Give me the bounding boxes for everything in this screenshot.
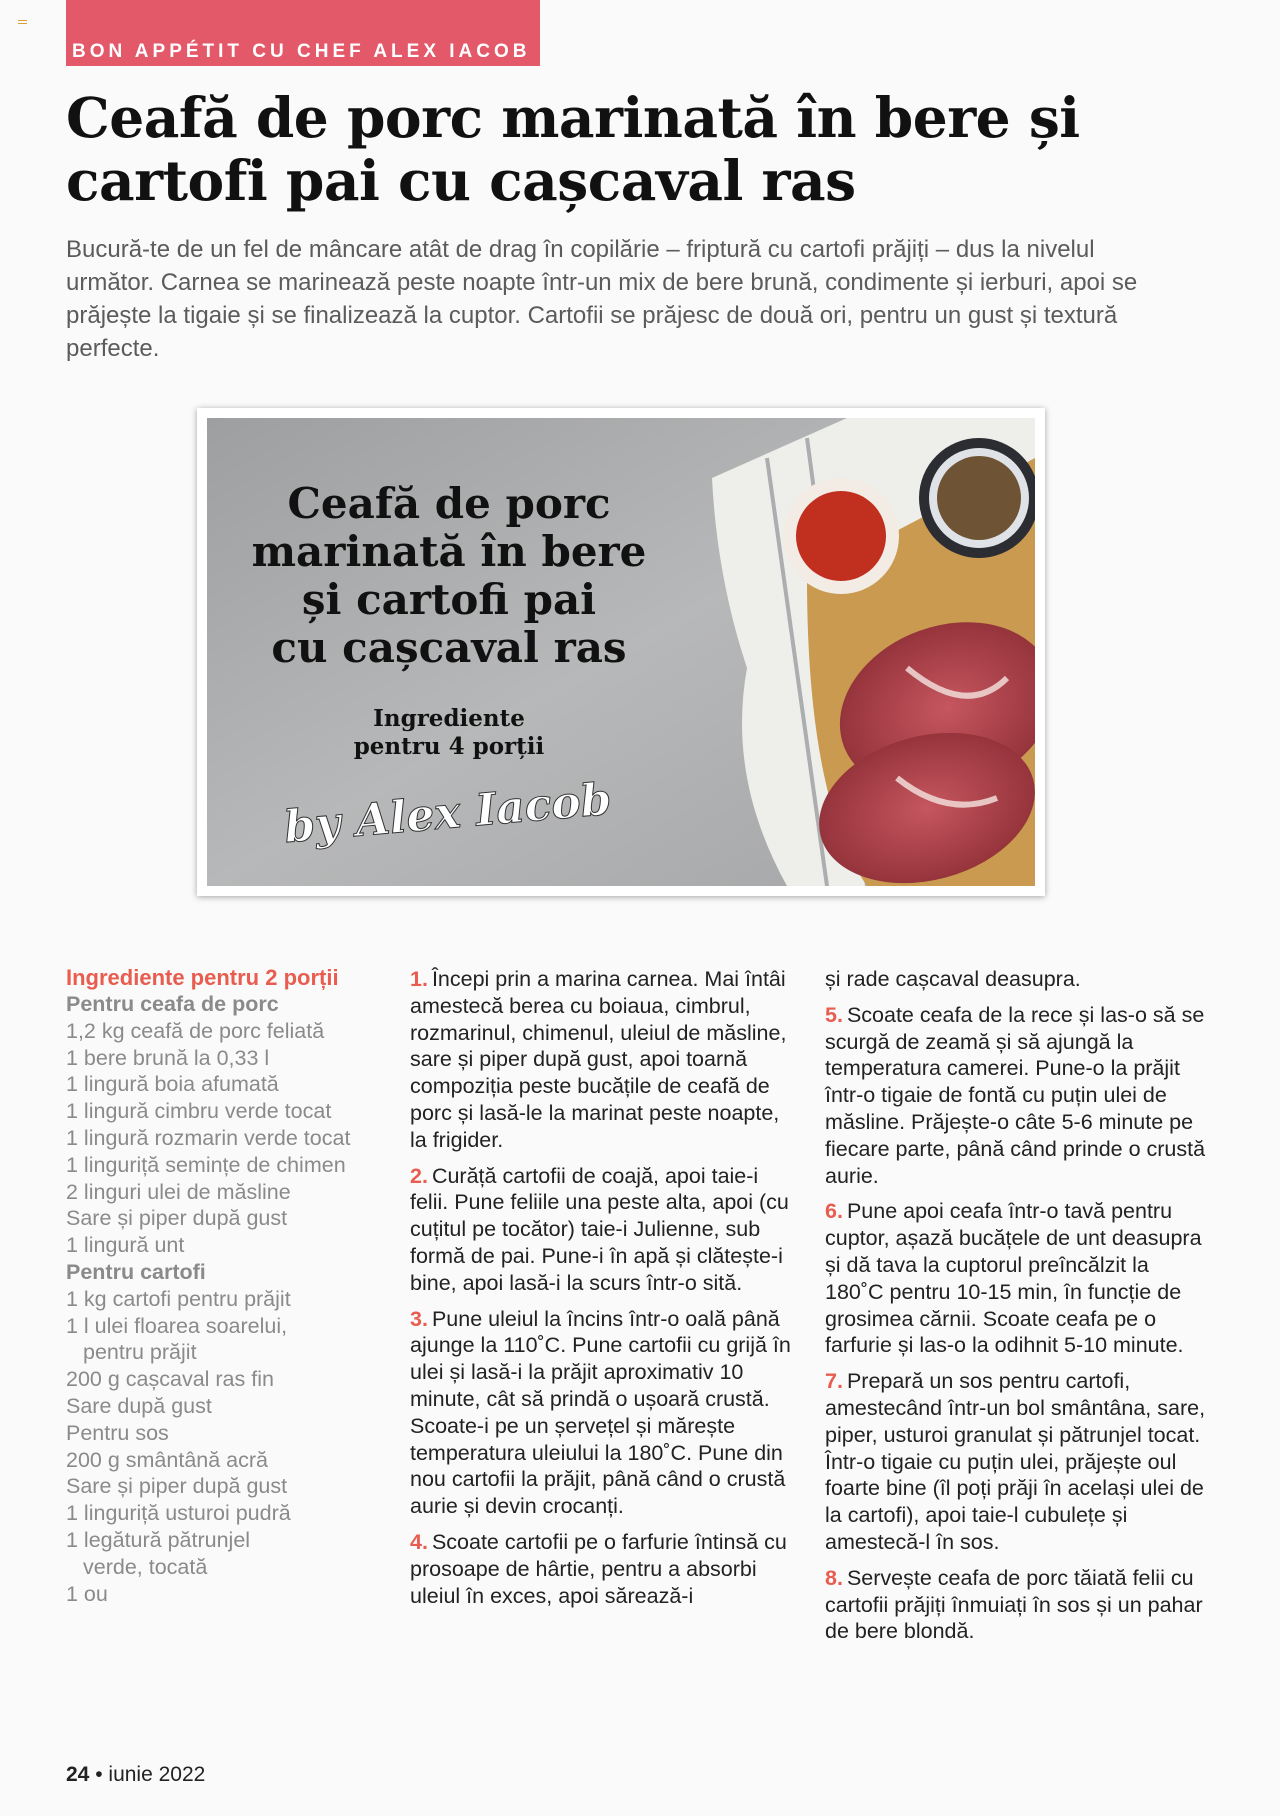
ingredients-heading: Ingrediente pentru 2 porții <box>66 965 339 990</box>
ingredient-group-title: Pentru ceafa de porc <box>66 992 279 1016</box>
step-number: 7. <box>825 1369 843 1394</box>
step-paragraph <box>825 1565 1213 1645</box>
step-number: 1. <box>410 967 428 991</box>
step-text: Servește ceafa de porc tăiată felii cu cartofii prăjiți înmuiați în sos și un pahar de bere blondă. <box>825 1565 1203 1644</box>
steps-column <box>825 966 1213 1654</box>
step-text: Scoate cartofii pe o farfurie întinsă cu prosoape de hârtie, pentru a absorbi uleiul în exces, apoi sărează-i <box>410 1529 787 1608</box>
step-paragraph <box>825 1198 1213 1359</box>
step-text: Începi prin a marina carnea. Mai întâi amestecă berea cu boiaua, cimbrul, rozmarinul, chimenul, uleiul de măsline, sare și piper după gust, apoi toarnă compoziția peste bucățile de ceafă de porc și lasă-le la marinat peste noapte, la frigider. <box>410 967 787 1152</box>
step-number: 8. <box>825 1565 843 1590</box>
menu-icon <box>18 20 27 26</box>
recipe-photo <box>197 408 1045 896</box>
step-paragraph <box>825 1368 1213 1556</box>
section-label: BON APPÉTIT CU CHEF ALEX IACOB <box>72 41 531 62</box>
issue-date: iunie 2022 <box>108 1763 206 1786</box>
ingredient-item: 1 ou <box>66 1581 108 1606</box>
ingredient-item: 2 linguri ulei de măsline <box>66 1179 291 1204</box>
ingredient-item: 200 g cașcaval ras fin <box>66 1367 274 1392</box>
ingredient-item: 1 bere brună la 0,33 l <box>66 1045 270 1070</box>
step-number: 3. <box>410 1306 428 1331</box>
ingredient-item: pentru prăjit <box>83 1340 197 1365</box>
step-paragraph <box>410 1163 798 1297</box>
article-intro: Bucură-te de un fel de mâncare atât de drag în copilărie – friptură cu cartofi prăjiți – dus la nivelul următor. Carnea se marinează peste noapte într-un mix de bere brună, condimente și ierburi, apoi se prăjește la tigaie și se finalizează la cuptor. Cartofii se prăjesc de două ori, pentru un gust și textură perfecte. <box>66 236 1138 362</box>
ingredient-item: 1 linguriță usturoi pudră <box>66 1501 291 1526</box>
step-paragraph <box>410 1529 798 1609</box>
photo-title-line: marinată în bere <box>251 527 647 576</box>
step-number: 4. <box>410 1529 428 1554</box>
ingredient-item: 1,2 kg ceafă de porc feliată <box>66 1018 325 1043</box>
step-number: 5. <box>825 1002 843 1027</box>
ingredient-item: verde, tocată <box>83 1554 208 1579</box>
photo-signature: by Alex Iacob <box>282 773 614 854</box>
ingredient-item: Sare și piper după gust <box>66 1474 288 1499</box>
article-title: Ceafă de porc marinată în bere și cartofi pai cu cașcaval ras <box>66 85 1080 213</box>
photo-title-line: Ceafă de porc <box>287 479 611 528</box>
ingredient-item: Sare după gust <box>66 1393 212 1418</box>
photo-subtitle-line: pentru 4 porții <box>353 733 545 760</box>
ingredient-item: 200 g smântână acră <box>66 1447 268 1472</box>
recipe-photo-image <box>207 418 1035 886</box>
page-number: 24 <box>66 1763 90 1786</box>
ingredient-item: 1 lingură unt <box>66 1233 185 1258</box>
step-paragraph <box>410 1306 798 1520</box>
steps-column <box>410 966 798 1618</box>
section-banner <box>66 0 540 66</box>
step-text: Scoate ceafa de la rece și las-o să se scurgă de zeamă și să ajungă la temperatura camerei. Pune-o la prăjit într-o tigaie de fontă cu puțin ulei de măsline. Prăjește-o câte 5-6 minute pe fiecare parte, până când prinde o crustă aurie. <box>825 1002 1206 1188</box>
ingredient-item: 1 l ulei floarea soarelui, <box>66 1313 288 1338</box>
ingredient-group-title: Pentru cartofi <box>66 1259 206 1284</box>
ingredient-item: 1 lingură boia afumată <box>66 1072 279 1097</box>
step-text: și rade cașcaval deasupra. <box>825 967 1081 991</box>
ingredient-item: 1 legătură pătrunjel <box>66 1527 251 1552</box>
step-text: Prepară un sos pentru cartofi, amestecând într-un bol smântâna, sare, piper, usturoi granulat și pătrunjel tocat. Într-o tigaie cu puțin ulei, prăjește oul foarte bine (îl poți prăji în același ulei de la cartofi), apoi taie-l cubulețe și amestecă-l în sos. <box>825 1369 1206 1554</box>
step-paragraph <box>825 1002 1213 1190</box>
footer-separator: • <box>95 1763 103 1786</box>
step-paragraph <box>410 966 798 1154</box>
ingredient-item: 1 lingură rozmarin verde tocat <box>66 1125 351 1150</box>
ingredient-item: Sare și piper după gust <box>66 1206 288 1231</box>
step-text: Pune apoi ceafa într-o tavă pentru cuptor, așază bucățele de unt deasupra și dă tava la cuptorul preîncălzit la 180˚C pentru 10-15 min, în funcție de grosimea cărnii. Scoate ceafa pe o farfurie și las-o la odihnit 5-10 minute. <box>825 1199 1202 1358</box>
step-text: Pune uleiul la încins într-o oală până ajunge la 110˚C. Pune cartofii cu grijă în ulei și lasă-i la prăjit aproximativ 10 minute, cât să prindă o ușoară crustă. Scoate-i pe un șervețel și mărește temperatura uleiului la 180˚C. Pune din nou cartofii la prăjit, până când o crustă aurie și devin crocanți. <box>410 1306 791 1519</box>
step-paragraph <box>825 966 1213 993</box>
photo-subtitle-line: Ingrediente <box>373 705 525 732</box>
step-text: Curăță cartofii de coajă, apoi taie-i felii. Pune feliile una peste alta, apoi (cu cuțitul pe tocător) taie-i Julienne, sub formă de pai. Pune-i în apă și clătește-i bine, apoi lasă-i la scurs într-o sită. <box>410 1163 789 1295</box>
ingredient-item: 1 kg cartofi pentru prăjit <box>66 1286 291 1311</box>
ingredient-item: 1 linguriță semințe de chimen <box>66 1152 346 1177</box>
ingredient-item: 1 lingură cimbru verde tocat <box>66 1099 332 1124</box>
ingredients-list <box>66 991 396 1607</box>
step-number: 6. <box>825 1199 843 1224</box>
step-number: 2. <box>410 1163 428 1188</box>
photo-title-line: cu cașcaval ras <box>271 623 627 672</box>
photo-title-line: și cartofi pai <box>301 575 597 624</box>
page-footer <box>66 1763 205 1787</box>
ingredient-group-title: Pentru sos <box>66 1420 169 1445</box>
